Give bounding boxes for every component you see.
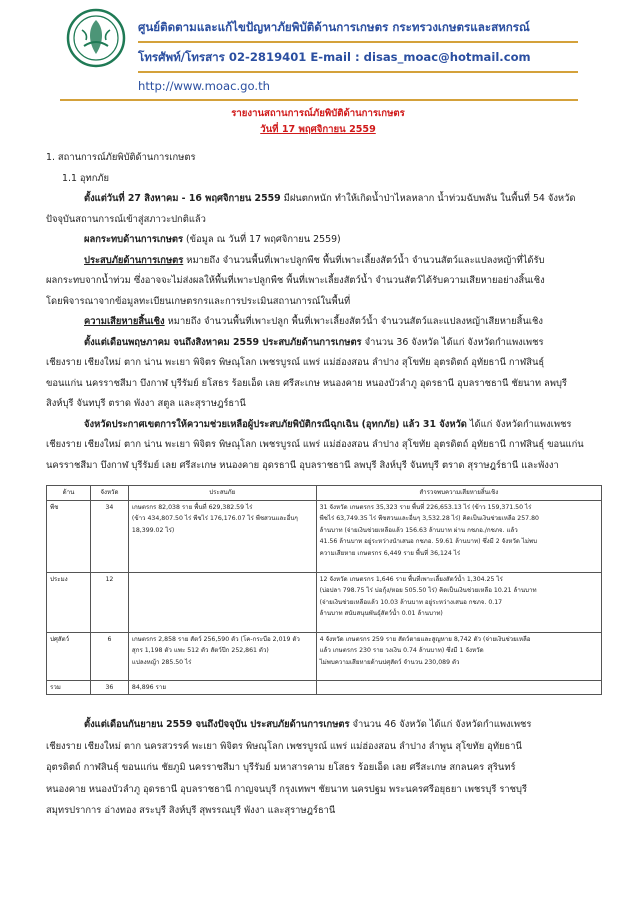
cell-province: 34 [90,500,128,572]
paragraph-declared: จังหวัดประกาศเขตการให้ความช่วยเหลือผู้ประสบภัยพิบัติกรณีฉุกเฉิน (อุทกภัย) แล้ว 31 จังหวัด ได้แก่ จังหวัดกำแพงเพชร [84,418,572,430]
paragraph-may-aug: ตั้งแต่เดือนพฤษภาคม จนถึงสิงหาคม 2559 ประสบภัยด้านการเกษตร จำนวน 36 จังหวัด ได้แก่ จังหวัดกำแพงเพชร [84,336,544,348]
table-total-row [47,680,602,695]
def-affected: ประสบภัยด้านการเกษตร หมายถึง จำนวนพื้นที่เพาะปลูกพืช พื้นที่เพาะเลี้ยงสัตว์น้ำ จำนวนสัตว์และแปลงหญ้าที่ได้รับ [84,254,545,266]
cell-affected [128,572,316,632]
col-header-side: ด้าน [47,486,91,501]
paragraph-sep-2: เชียงราย เชียงใหม่ ตาก นครสวรรค์ พะเยา พิจิตร พิษณุโลก เพชรบูรณ์ แพร่ แม่ฮ่องสอน ลำปาง ลำพูน สุโขทัย อุทัยธานี [46,740,522,752]
cell-line: (จ่ายเงินช่วยเหลือแล้ว 10.03 ล้านบาท อยู่ระหว่างเสนอ กชภจ. 0.17 [319,598,503,606]
table-header-row [47,486,602,501]
cell-damage [316,500,601,572]
cell-side: ปศุสัตว์ [47,632,91,680]
def-damage: ความเสียหายสิ้นเชิง หมายถึง จำนวนพื้นที่เพาะปลูก พื้นที่เพาะเลี้ยงสัตว์น้ำ จำนวนสัตว์และแปลงหญ้าเสียหายสิ้นเชิง [84,316,543,327]
table-row [47,500,602,572]
col-header-affected: ประสบภัย [128,486,316,501]
cell-affected [128,632,316,680]
cell-line: (บ่อปลา 798.75 ไร่ บ่อกุ้ง/หอย 505.50 ไร่) คิดเป็นเงินช่วยเหลือ 10.21 ล้านบาท [319,587,537,595]
col-header-province: จังหวัด [90,486,128,501]
paragraph-sep-3: อุตรดิตถ์ กาฬสินธุ์ ขอนแก่น ชัยภูมิ นครราชสีมา บุรีรัมย์ มหาสารคาม ยโสธร ร้อยเอ็ด เลย ศรีสะเกษ สกลนคร สุรินทร์ [46,762,516,773]
cell-line: (ข้าว 434,807.50 ไร่ พืชไร่ 176,176.07 ไร่ พืชสวนและอื่นๆ [131,515,298,523]
cell-line: แล้ว เกษตรกร 230 ราย วงเงิน 0.74 ล้านบาท) ซึ่งมี 1 จังหวัด [319,647,484,655]
paragraph-may-aug-3: ขอนแก่น นครราชสีมา บึงกาฬ บุรีรัมย์ ยโสธร ร้อยเอ็ด เลย ศรีสะเกษ หนองคาย หนองบัวลำภู อุดรธานี อุบลราชธานี ชัยนาท ลพบุรี [46,377,567,389]
cell-side: พืช [47,500,91,572]
table-row [47,632,602,680]
paragraph-flood: ตั้งแต่วันที่ 27 สิงหาคม - 16 พฤศจิกายน 2559 มีฝนตกหนัก ทำให้เกิดน้ำป่าไหลหลาก น้ำท่วมฉับพลัน ในพื้นที่ 54 จังหวัด [84,193,576,204]
paragraph-may-aug-4: สิงห์บุรี จันทบุรี ตราด พังงา สตูล และสุราษฎร์ธานี [46,398,246,409]
website-link[interactable]: http://www.moac.go.th [138,79,270,93]
impact-table [46,485,602,695]
paragraph-declared-2: เชียงราย เชียงใหม่ ตาก น่าน พะเยา พิจิตร พิษณุโลก เพชรบูรณ์ แพร่ แม่ฮ่องสอน ลำปาง สุโขทัย อุตรดิตถ์ อุทัยธานี กาฬสินธุ์ ขอนแก่น [46,439,584,450]
cell-line: ล้านบาท (จ่ายเงินช่วยเหลือแล้ว 156.63 ล้านบาท ผ่าน กชภอ./กชภจ. แล้ว [319,526,518,534]
paragraph-sep-onward: ตั้งแต่เดือนกันยายน 2559 จนถึงปัจจุบัน ประสบภัยด้านการเกษตร จำนวน 46 จังหวัด ได้แก่ จังหวัดกำแพงเพชร [84,719,532,730]
cell-line: 18,399.02 ไร่) [131,526,175,534]
total-empty [316,680,601,695]
contact-line: โทรศัพท์/โทรสาร 02-2819401 E-mail : disas_moac@hotmail.com [138,50,531,64]
def-affected-3: โดยพิจารณาจากข้อมูลทะเบียนเกษตรกรและการประเมินสถานการณ์ในพื้นที่ [46,295,351,307]
total-farmers: 84,896 ราย [128,680,316,695]
cell-line: แปลงหญ้า 285.50 ไร่ [131,658,192,666]
paragraph-sep-4: หนองคาย หนองบัวลำภู อุดรธานี อุบลราชธานี กาญจนบุรี กรุงเทพฯ ชัยนาท นครปฐม พระนครศรีอยุธยา เพชรบุรี ราชบุรี [46,783,527,795]
moac-emblem [66,8,126,68]
paragraph-may-aug-2: เชียงราย เชียงใหม่ ตาก น่าน พะเยา พิจิตร พิษณุโลก เพชรบูรณ์ แพร่ แม่ฮ่องสอน ลำปาง สุโขทัย อุตรดิตถ์ อุทัยธานี กาฬสินธุ์ [46,357,545,368]
col-header-damage: สำรวจพบความเสียหายสิ้นเชิง [316,486,601,501]
section-heading: 1. สถานการณ์ภัยพิบัติด้านการเกษตร [46,152,196,163]
section-body [46,148,606,476]
subsection-heading: 1.1 อุทกภัย [62,172,110,184]
cell-line: ล้านบาท สนับสนุนพันธุ์สัตว์น้ำ 0.01 ล้านบาท) [319,610,443,618]
paragraph-sep-5: สมุทรปราการ อ่างทอง สระบุรี สิงห์บุรี สุพรรณบุรี พังงา และสุราษฎร์ธานี [46,805,336,816]
section-sep-onward [46,714,606,822]
report-title: รายงานสถานการณ์ภัยพิบัติด้านการเกษตร [231,108,405,119]
impact-heading: ผลกระทบด้านการเกษตร (ข้อมูล ณ วันที่ 17 พฤศจิกายน 2559) [84,234,341,245]
cell-line: ความเสียหาย เกษตรกร 6,449 ราย พื้นที่ 36,124 ไร่ [319,549,461,557]
cell-side: ประมง [47,572,91,632]
cell-damage [316,632,601,680]
cell-line: เกษตรกร 82,038 ราย พื้นที่ 629,382.59 ไร่ [131,503,253,511]
cell-line: พืชไร่ 63,749.35 ไร่ พืชสวนและอื่นๆ 3,532.28 ไร่) คิดเป็นเงินช่วยเหลือ 257.80 [319,515,539,523]
cell-line: สุกร 1,198 ตัว แพะ 512 ตัว สัตว์ปีก 252,861 ตัว) [131,647,269,655]
cell-line: ไม่พบความเสียหายด้านปศุสัตว์ จำนวน 230,089 ตัว [319,658,460,666]
cell-line: เกษตรกร 2,858 ราย สัตว์ 256,590 ตัว (โค-กระบือ 2,019 ตัว [131,635,300,643]
total-label: รวม [47,680,91,695]
total-province: 36 [90,680,128,695]
cell-province: 6 [90,632,128,680]
cell-province: 12 [90,572,128,632]
def-affected-2: ผลกระทบจากน้ำท่วม ซึ่งอาจจะไม่ส่งผลให้พื้นที่เพาะปลูกพืช พื้นที่เพาะเลี้ยงสัตว์น้ำ จำนวนสัตว์ได้รับความเสียหายอย่างสิ้นเชิง [46,275,545,286]
org-name: ศูนย์ติดตามและแก้ไขปัญหาภัยพิบัติด้านการเกษตร กระทรวงเกษตรและสหกรณ์ [138,20,530,34]
paragraph-declared-3: นครราชสีมา บึงกาฬ บุรีรัมย์ เลย ศรีสะเกษ หนองคาย อุดรธานี อุบลราชธานี ลพบุรี สิงห์บุรี จันทบุรี ตราด สุราษฎร์ธานี และพังงา [46,459,559,471]
cell-affected [128,500,316,572]
cell-damage [316,572,601,632]
paragraph-flood-cont: ปัจจุบันสถานการณ์เข้าสู่สภาวะปกติแล้ว [46,213,206,225]
cell-line: 41.56 ล้านบาท อยู่ระหว่างนำเสนอ กชภอ. 59.61 ล้านบาท) ซึ่งมี 2 จังหวัด ไม่พบ [319,538,537,546]
cell-line: 12 จังหวัด เกษตรกร 1,646 ราย พื้นที่เพาะเลี้ยงสัตว์น้ำ 1,304.25 ไร่ [319,575,503,583]
report-date: วันที่ 17 พฤศจิกายน 2559 [260,124,376,135]
cell-line: 4 จังหวัด เกษตรกร 259 ราย สัตว์ตายและสูญหาย 8,742 ตัว (จ่ายเงินช่วยเหลือ [319,635,531,643]
table-row [47,572,602,632]
cell-line: 31 จังหวัด เกษตรกร 35,323 ราย พื้นที่ 226,653.13 ไร่ (ข้าว 159,371.50 ไร่ [319,503,532,511]
